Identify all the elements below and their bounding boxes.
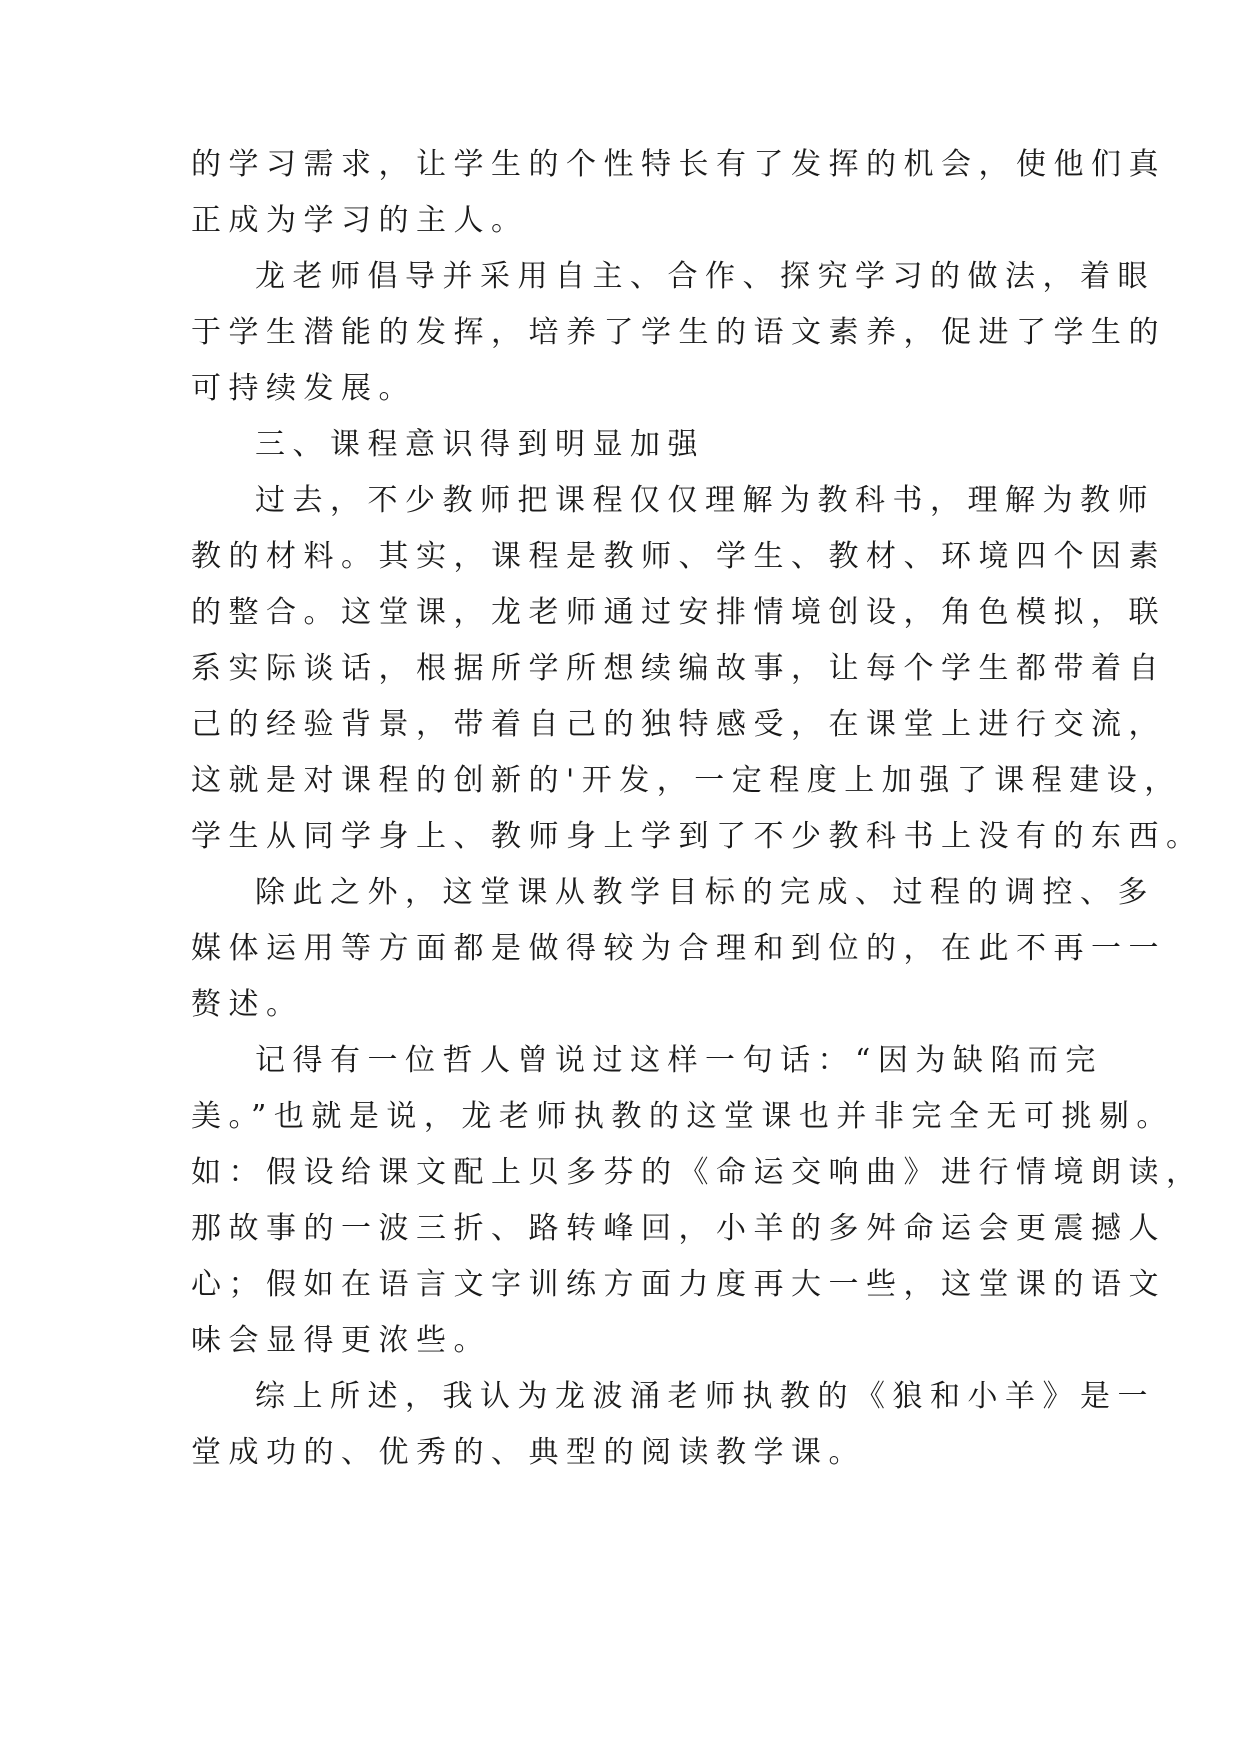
paragraph-start: 龙老师倡导并采用自主、合作、探究学习的做法，着眼 <box>255 259 1155 294</box>
text-line: 心；假如在语言文字训练方面力度再大一些，这堂课的语文 <box>191 1267 1166 1302</box>
text-line: 的整合。这堂课，龙老师通过安排情境创设，角色模拟，联 <box>191 595 1166 630</box>
text-line: 正成为学习的主人。 <box>191 203 529 238</box>
paragraph-start: 综上所述，我认为龙波涌老师执教的《狼和小羊》是一 <box>255 1379 1155 1414</box>
text-line: 系实际谈话，根据所学所想续编故事，让每个学生都带着自 <box>191 651 1166 686</box>
text-line: 那故事的一波三折、路转峰回，小羊的多舛命运会更震撼人 <box>191 1211 1166 1246</box>
text-line: 堂成功的、优秀的、典型的阅读教学课。 <box>191 1435 866 1470</box>
paragraph-start: 记得有一位哲人曾说过这样一句话：“因为缺陷而完 <box>255 1043 1103 1078</box>
text-line: 如：假设给课文配上贝多芬的《命运交响曲》进行情境朗读， <box>191 1155 1204 1190</box>
text-line: 味会显得更浓些。 <box>191 1323 491 1358</box>
section-heading: 三、课程意识得到明显加强 <box>255 427 705 462</box>
text-line: 的学习需求，让学生的个性特长有了发挥的机会，使他们真 <box>191 147 1166 182</box>
text-line: 媒体运用等方面都是做得较为合理和到位的，在此不再一一 <box>191 931 1166 966</box>
text-line: 这就是对课程的创新的'开发，一定程度上加强了课程建设， <box>191 763 1182 798</box>
text-line: 学生从同学身上、教师身上学到了不少教科书上没有的东西。 <box>191 819 1204 854</box>
text-line: 美。”也就是说，龙老师执教的这堂课也并非完全无可挑剔。 <box>191 1099 1174 1134</box>
paragraph-start: 过去，不少教师把课程仅仅理解为教科书，理解为教师 <box>255 483 1155 518</box>
text-line: 己的经验背景，带着自己的独特感受，在课堂上进行交流， <box>191 707 1166 742</box>
text-line: 可持续发展。 <box>191 371 416 406</box>
text-line: 于学生潜能的发挥，培养了学生的语文素养，促进了学生的 <box>191 315 1166 350</box>
text-line: 教的材料。其实，课程是教师、学生、教材、环境四个因素 <box>191 539 1166 574</box>
paragraph-start: 除此之外，这堂课从教学目标的完成、过程的调控、多 <box>255 875 1155 910</box>
text-line: 赘述。 <box>191 987 304 1022</box>
